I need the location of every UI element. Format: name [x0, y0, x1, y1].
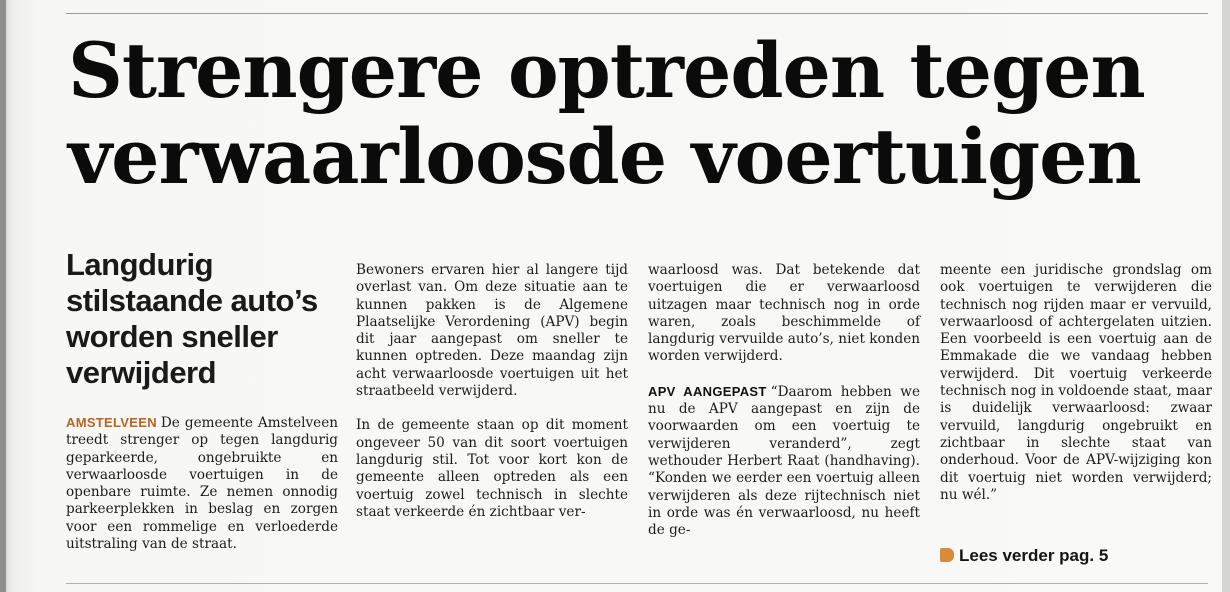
column-1-paragraph: [66, 414, 338, 553]
subheadline-line-1: Langdurig: [66, 247, 214, 282]
text-column-3: [648, 262, 920, 539]
column-3-text: “Daarom hebben we nu de APV aangepast en zijn de voorwaarden om een voertuig te verwijderen veranderd”, zegt wethouder Herbert Raat (handhaving). “Konden we eerder een voertuig alleen verwijderen als deze rijtechnisch niet in orde was én verwaarloosd, nu heeft de ge-: [648, 383, 920, 539]
page-edge-shadow: [0, 0, 6, 592]
column-2-paragraph-2: In de gemeente staan op dit moment ongeveer 50 van dit soort voertuigen langdurig stil. Tot voor kort kon de gemeente alleen optreden als een voertuig zowel technisch in slechte staat verkeerde én zichtbaar ver-: [356, 417, 628, 520]
column-2-paragraph-1: Bewoners ervaren hier al langere tijd overlast van. Om deze situatie aan te kunnen pakken is de Algemene Plaatselijke Verordening (APV) begin dit jaar aangepast om sneller te kunnen optreden. Deze maandag zijn acht verwaarloosde voertuigen uit het straatbeeld verwijderd.: [356, 262, 628, 400]
top-rule: [66, 13, 1208, 14]
headline: [68, 28, 1218, 200]
headline-line-1: Strengere optreden tegen: [68, 26, 1145, 115]
text-column-1: [66, 414, 338, 553]
section-subhead: APV AANGEPAST: [648, 383, 767, 399]
headline-line-2: verwaarloosde voertuigen: [68, 112, 1141, 201]
subheadline: [66, 247, 336, 391]
column-1-text: De gemeente Amstelveen treedt strenger op tegen langdurig geparkeerde, ongebruikte en verwaarloosde voertuigen in de openbare ruimte. Ze nemen onnodig parkeerplekken in beslag en zorgen voor een rommelige en verloederde uitstraling van de straat.: [66, 415, 338, 553]
column-3-paragraph-2: [648, 383, 920, 540]
continued-on-page-link[interactable]: [940, 545, 1108, 567]
subheadline-line-2: stilstaande auto’s: [66, 283, 318, 318]
bottom-rule: [66, 583, 1208, 584]
continue-arrow-icon: [940, 548, 954, 562]
continued-label: Lees verder pag. 5: [959, 546, 1109, 565]
subheadline-line-4: verwijderd: [66, 355, 217, 390]
text-column-2: [356, 262, 628, 521]
subheadline-line-3: worden sneller: [66, 319, 278, 354]
page-edge-right: [1222, 0, 1230, 592]
dateline: AMSTELVEEN: [66, 415, 157, 430]
text-column-4: [940, 262, 1212, 504]
column-3-paragraph-1: waarloosd was. Dat betekende dat voertuigen die er verwaarloosd uitzagen maar technisch nog in orde waren, zoals beschimmelde of langdurig vervuilde auto’s, niet konden worden verwijderd.: [648, 262, 920, 365]
column-4-paragraph-1: meente een juridische grondslag om ook voertuigen te verwijderen die technisch nog rijden maar er vervuild, verwaarloosd of achtergelaten uitzien. Een voorbeeld is een voertuig aan de Emmakade die we vandaag hebben verwijderd. Dit voertuig verkeerde technisch nog in voldoende staat, maar is duidelijk verwaarloosd: zwaar vervuild, langdurig ongebruikt en zichtbaar in slechte staat van onderhoud. Voor de APV-wijziging kon dit voertuig niet worden verwijderd; nu wél.”: [940, 262, 1212, 503]
